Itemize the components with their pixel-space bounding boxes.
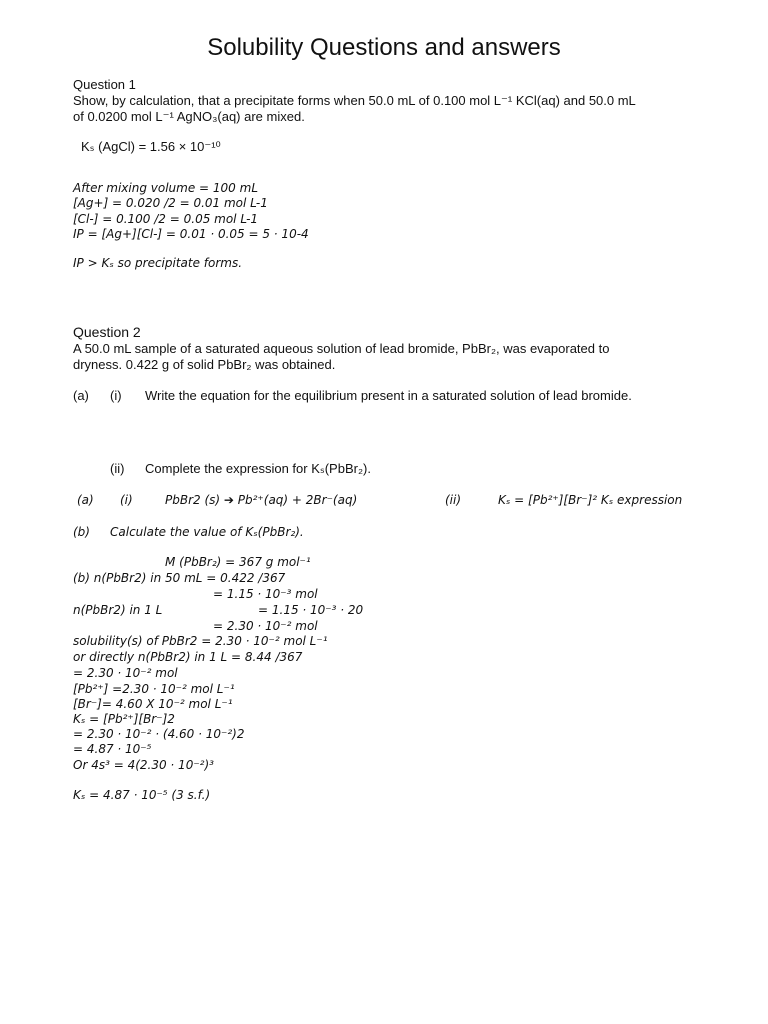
q2-molar-mass: M (PbBr₂) = 367 g mol⁻¹ (165, 555, 311, 569)
q2-part-ai-text: Write the equation for the equilibrium present in a saturated solution of lead bromide. (145, 388, 632, 403)
q2-calc-line3-value: = 1.15 · 10⁻³ · 20 (258, 603, 364, 617)
q2-part-aii-text: Complete the expression for Kₛ(PbBr₂). (145, 461, 371, 476)
q1-answer-line3: [Cl-] = 0.100 /2 = 0.05 mol L-1 (73, 212, 259, 226)
q2-calc-line2: = 1.15 · 10⁻³ mol (213, 587, 318, 601)
q2-calc-line6: or directly n(PbBr2) in 1 L = 8.44 /367 (73, 650, 303, 664)
q2-part-b-label: (b) (73, 525, 90, 539)
q2-part-aii-label: (ii) (110, 461, 125, 476)
q2-eq-ii-label: (ii) (445, 493, 462, 507)
q2-eq-i-label: (i) (120, 493, 133, 507)
q2-calc-line5: solubility(s) of PbBr2 = 2.30 · 10⁻² mol L⁻¹ (73, 634, 328, 648)
q2-calc-line8: [Pb²⁺] =2.30 · 10⁻² mol L⁻¹ (73, 682, 235, 696)
q1-text-line1: Show, by calculation, that a precipitate forms when 50.0 mL of 0.100 mol L⁻¹ KCl(aq) and 50.0 mL (73, 93, 636, 108)
q1-answer-line4: IP = [Ag+][Cl-] = 0.01 · 0.05 = 5 · 10-4 (73, 227, 309, 241)
q2-calc-line11: = 2.30 · 10⁻² · (4.60 · 10⁻²)2 (73, 727, 245, 741)
q2-text-line1: A 50.0 mL sample of a saturated aqueous solution of lead bromide, PbBr₂, was evaporated to (73, 341, 610, 356)
q2-calc-line7: = 2.30 · 10⁻² mol (73, 666, 178, 680)
q1-text-line2: of 0.0200 mol L⁻¹ AgNO₃(aq) are mixed. (73, 109, 305, 124)
q2-calc-line12: = 4.87 · 10⁻⁵ (73, 742, 152, 756)
q2-equilibrium-equation: PbBr2 (s) ➔ Pb²⁺(aq) + 2Br⁻(aq) (165, 493, 358, 507)
page-title: Solubility Questions and answers (207, 34, 561, 61)
q1-answer-line1: After mixing volume = 100 mL (73, 181, 258, 195)
q2-part-ai-label: (i) (110, 388, 122, 403)
q1-heading: Question 1 (73, 77, 136, 92)
q2-calc-line3-label: n(PbBr2) in 1 L (73, 603, 163, 617)
q2-ks-expression: Kₛ = [Pb²⁺][Br⁻]² Kₛ expression (498, 493, 683, 507)
q2-calc-line13: Or 4s³ = 4(2.30 · 10⁻²)³ (73, 758, 214, 772)
q2-calc-line10: Kₛ = [Pb²⁺][Br⁻]2 (73, 712, 175, 726)
q2-calc-line1: (b) n(PbBr2) in 50 mL = 0.422 /367 (73, 571, 286, 585)
q2-heading: Question 2 (73, 324, 141, 340)
q2-calc-line9: [Br⁻]= 4.60 X 10⁻² mol L⁻¹ (73, 697, 233, 711)
q2-text-line2: dryness. 0.422 g of solid PbBr₂ was obtained. (73, 357, 336, 372)
q2-calc-line4: = 2.30 · 10⁻² mol (213, 619, 318, 633)
q1-answer-conclusion: IP > Kₛ so precipitate forms. (73, 256, 243, 270)
q1-answer-line2: [Ag+] = 0.020 /2 = 0.01 mol L-1 (73, 196, 268, 210)
q2-part-b-text: Calculate the value of Kₛ(PbBr₂). (110, 525, 304, 539)
q2-eq-a-label: (a) (77, 493, 94, 507)
q1-ks-value: Kₛ (AgCl) = 1.56 × 10⁻¹⁰ (81, 139, 221, 154)
q2-final-answer: Kₛ = 4.87 · 10⁻⁵ (3 s.f.) (73, 788, 211, 802)
q2-part-a-label: (a) (73, 388, 89, 403)
